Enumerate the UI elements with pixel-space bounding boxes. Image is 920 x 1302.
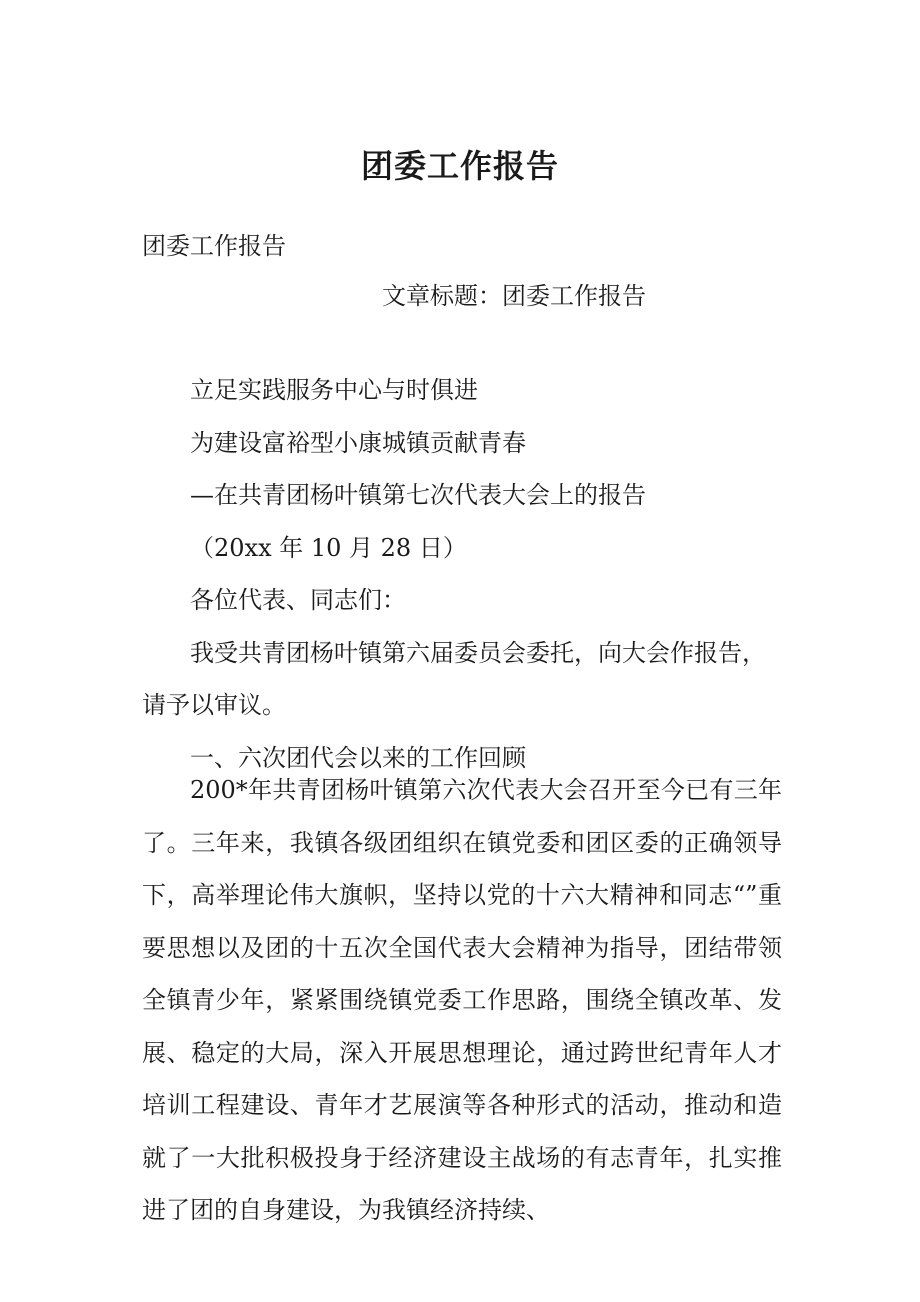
salutation: 各位代表、同志们： <box>190 586 406 614</box>
heading-line-3: —在共青团杨叶镇第七次代表大会上的报告 <box>190 481 646 509</box>
date-line: （20xx 年 10 月 28 日） <box>190 534 467 562</box>
section-1-heading: 一、六次团代会以来的工作回顾 <box>190 744 526 772</box>
article-title-line: 文章标题：团委工作报告 <box>382 282 646 310</box>
heading-line-1: 立足实践服务中心与时俱进 <box>190 376 478 404</box>
intro-line-2: 请予以审议。 <box>142 691 286 719</box>
heading-line-2: 为建设富裕型小康城镇贡献青春 <box>190 429 526 457</box>
document-title: 团委工作报告 <box>360 147 559 185</box>
section-1-body: 200*年共青团杨叶镇第六次代表大会召开至今已有三年了。三年来，我镇各级团组织在镇党委和团区委的正确领导下，高举理论伟大旗帜，坚持以党的十六大精神和同志“”重要思想以及团的十五次全国代表大会精神为指导，团结带领全镇青少年，紧紧围绕镇党委工作思路，围绕全镇改革、发展、稳定的大局，深入开展思想理论，通过跨世纪青年人才培训工程建设、青年才艺展演等各种形式的活动，推动和造就了一大批积极投身于经济建设主战场的有志青年，扎实推进了团的自身建设，为我镇经济持续、 <box>142 776 782 1224</box>
intro-line-1: 我受共青团杨叶镇第六届委员会委托，向大会作报告， <box>190 639 766 667</box>
subtitle-line: 团委工作报告 <box>142 232 286 260</box>
